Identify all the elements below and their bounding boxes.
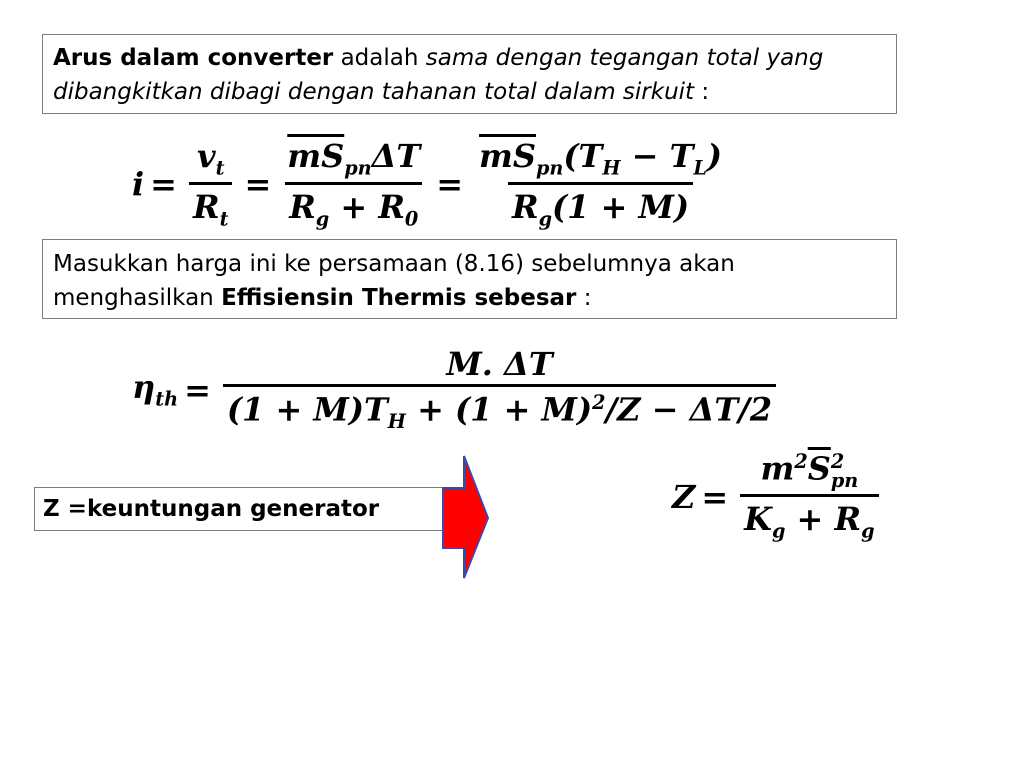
definition-bold-lead: Arus dalam converter — [53, 45, 334, 71]
eq3-fraction: $m^2\overline{S}$ 2 pn $K_g + R_g$ — [740, 452, 878, 541]
current-equation: i = $\frac{v_t}{R_t}$ = $\frac{\overline{mS}_{pn}\Delta T}{R_g + R_0}$ = $\frac{\overline{mS}_{pn}(T_H - T_L)}{R_g(1 + M)}$ — [132, 140, 732, 228]
eq1-fraction-2: $\frac{\overline{mS}_{pn}\Delta T}{R_g + R_0}$ — [283, 140, 424, 228]
substitution-tail: : — [576, 285, 592, 311]
eq1-fraction-1: $\frac{v_t}{R_t}$ — [189, 140, 232, 228]
z-equation: Z = $m^2\overline{S}$ 2 pn $K_g + R_g$ — [672, 452, 885, 541]
substitution-textbox — [42, 239, 897, 319]
definition-normal-text: adalah — [333, 45, 426, 71]
thermal-efficiency-equation: $\eta_{th}$ = $\frac{M. \Delta T}{(1 + M)T_H + (1 + M)^2/Z - \Delta T/2}$ — [132, 348, 782, 431]
right-arrow-icon — [440, 452, 492, 582]
substitution-normal-text: Masukkan harga ini ke persamaan (8.16) sebelumnya akan menghasilkan — [53, 251, 735, 311]
arrow-shape — [443, 456, 488, 578]
substitution-bold-text: Effisiensin Thermis sebesar — [221, 285, 577, 311]
eq2-lhs: η — [132, 367, 156, 406]
eq2-fraction — [223, 345, 776, 434]
definition-italic-text: sama dengan tegangan total yang dibangkitkan dibagi dengan tahanan total dalam sirkuit — [53, 45, 824, 105]
definition-textbox — [42, 34, 897, 114]
z-definition-box: Z =keuntungan generator — [34, 487, 444, 531]
eq2-numerator: M. ΔT — [446, 345, 553, 383]
eq1-fraction-3: $\frac{\overline{mS}_{pn}(T_H - T_L)}{R_g(1 + M)}$ — [479, 137, 723, 230]
definition-tail: : — [694, 79, 710, 105]
eq2-denominator: $(1 + M)T_H + (1 + M)^2/Z - \Delta T/2$ — [223, 384, 776, 431]
eq3-lhs: Z — [672, 477, 696, 516]
eq1-lhs: i — [132, 165, 145, 204]
